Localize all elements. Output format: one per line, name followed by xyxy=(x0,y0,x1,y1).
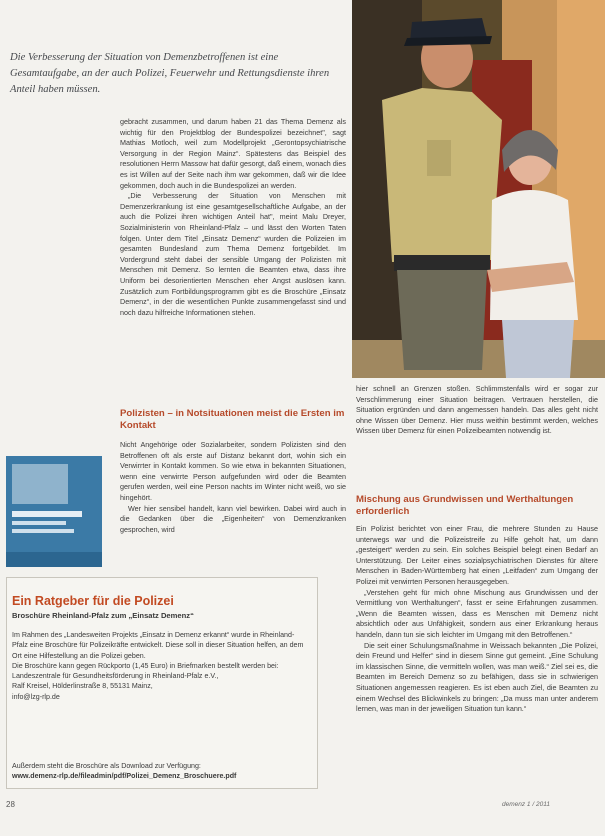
info-box-download-link[interactable]: www.demenz-rlp.de/fileadmin/pdf/Polizei_Demenz_Broschuere.pdf xyxy=(12,772,237,781)
body-paragraph: Ein Polizist berichtet von einer Frau, die mehrere Stunden zu Hause unterwegs war und die Polizeistreife zu Hilfe geholt hat, um dann „gesteigert“ werden zu sein. Ein solches Beispiel belegt einen Bedarf an Unterstützung. Der Leiter eines sozialpsychiatrischen Dienstes für ältere Menschen in Baden-Württemberg hat einen „Leitfaden“ zum Umgang der Polizei mit verwirrten Personen herausgegeben. xyxy=(356,524,598,586)
section-heading-mixture: Mischung aus Grundwissen und Werthaltungen erforderlich xyxy=(356,494,574,517)
section-heading-police: Polizisten – in Notsituationen meist die Ersten im Kontakt xyxy=(120,408,345,431)
info-box-paragraph: Im Rahmen des „Landesweiten Projekts „Einsatz in Demenz erkannt“ wurde in Rheinland-Pfalz eine Broschüre für Polizeikräfte entwickelt. Diese soll in dieser Situation helfen, an dem Ort eine Hilfestellung an die Polizei geben. xyxy=(12,631,304,660)
info-box-subtitle: Broschüre Rheinland-Pfalz zum „Einsatz Demenz“ xyxy=(12,611,194,620)
brochure-cover-image xyxy=(6,456,102,567)
info-box-download-note: Außerdem steht die Broschüre als Download zur Verfügung: xyxy=(12,762,201,770)
body-paragraph: Nicht Angehörige oder Sozialarbeiter, sondern Polizisten sind den Betroffenen oft als erste auf Distanz bekannt dort, wohin sich ein Verwirrter in Kontakt kommen. So wie etwa in bekannten Situationen, wenn eine verwirrte Person aufgefunden wird oder die Beamten gerufen werden, weil eine Person nachts im Winter nicht weiß, wo sie hingehört. xyxy=(120,440,346,502)
photo-police-officer-and-woman xyxy=(352,0,605,378)
body-paragraph: hier schnell an Grenzen stoßen. Schlimmstenfalls wird er sogar zur Verschlimmerung einer Situation beitragen. Vertrauen herstellen, die Situation ergründen und dann angemessen handeln. Das alles geht nicht ohne Wissen über Demenz. Hier muss weithin bestimmt werden, welches Wissen über Demenz für einen Polizeibeamten notwendig ist. xyxy=(356,384,598,436)
info-box-email[interactable]: info@lzg-rlp.de xyxy=(12,692,60,701)
info-box-title: Ein Ratgeber für die Polizei xyxy=(12,594,174,608)
body-paragraph: „Verstehen geht für mich ohne Mischung aus Grundwissen und der Vermittlung von Werthaltungen“, fasst er seine Erfahrungen zusammen. „Wenn die Beamten wissen, dass es Menschen mit Demenz nicht absichtlich oder aus Unfähigkeit, sondern aus einer Erkrankung heraus handeln, dann tun sie sich leichter im Umgang mit den Betroffenen.“ xyxy=(356,587,598,639)
info-box-body xyxy=(12,630,310,702)
body-paragraph: „Die Verbesserung der Situation von Menschen mit Demenzerkrankung ist eine gesamtgesellschaftliche Aufgabe, an der auch die Polizei ihren wichtigen Anteil hat", meint Malu Dreyer, Sozialministerin von Rheinland-Pfalz – und lässt den Worten Taten folgen. Unter dem Titel „Einsatz Demenz“ wurden die Polizeien im gesamten Bundesland zum Thema Demenz fortgebildet. Im Vordergrund steht dabei der sensible Umgang der Polizisten mit Menschen mit Demenz. So lernten die Beamten etwa, dass ihre Uniform bei desorientierten Menschen eher Angst auslösen kann. Zusätzlich zum Fortbildungsprogramm gibt es die Broschüre „Einsatz Demenz“, in der die wesentlichen Punkte zusammengefasst sind und noch dazu hilfreiche Informationen stehen. xyxy=(120,191,346,317)
body-paragraph: Wer hier sensibel handelt, kann viel bewirken. Dabei wird auch in die Gedanken über die „Eigenheiten“ von Demenzkranken gesprochen, wird xyxy=(120,503,346,534)
info-box-paragraph: Die Broschüre kann gegen Rückporto (1,45 Euro) in Briefmarken bestellt werden bei: xyxy=(12,661,279,670)
magazine-issue: demenz 1 / 2011 xyxy=(502,801,550,808)
info-box-address-line: Landeszentrale für Gesundheitsförderung in Rheinland-Pfalz e.V., xyxy=(12,672,219,681)
page-number: 28 xyxy=(6,800,15,809)
pull-quote: Die Verbesserung der Situation von Demenzbetroffenen ist eine Gesamtaufgabe, an der auch Polizei, Feuerwehr und Rettungsdienste ihren Anteil haben müssen. xyxy=(10,52,330,95)
body-paragraph: Die seit einer Schulungsmaßnahme in Weissach bekannten „Die Polizei, dein Freund und Helfer“ sind in diesem Sinne gut gemeint. „Eine Schulung im klassischen Sinne, die vermitteln wollen, was man weiß.“ Ziel sei es, die Beamten im Bereich Demenz so zu befähigen, dass sie in schwierigen Situationen angemessen reagieren. Es ist eben auch Ziel, die Beamten zu einem Wechsel des Blickwinkels zu bringen: „Da muss man unter anderem lernen, was man in der jeweiligen Situation tun kann.“ xyxy=(356,640,598,714)
info-box-address-line: Ralf Kreisel, Hölderlinstraße 8, 55131 Mainz, xyxy=(12,682,153,691)
body-paragraph: gebracht zusammen, und darum haben 21 das Thema Demenz als wichtig für den Projektblog der Bundespolizei bezeichnet", sagt Mathias Motloch, weil zum Modellprojekt „Gerontopsychiatrische Versorgung in der Region Mainz“. Spätestens das Beispiel des resolutionen Herrn Massow hat dafür gesorgt, daß einem, wonach dies es ist Willen auf der Seite nach ihm war gekommen, daß wir die Idee gekommen, doch auch in die Bundespolizei an werden. xyxy=(120,117,346,190)
